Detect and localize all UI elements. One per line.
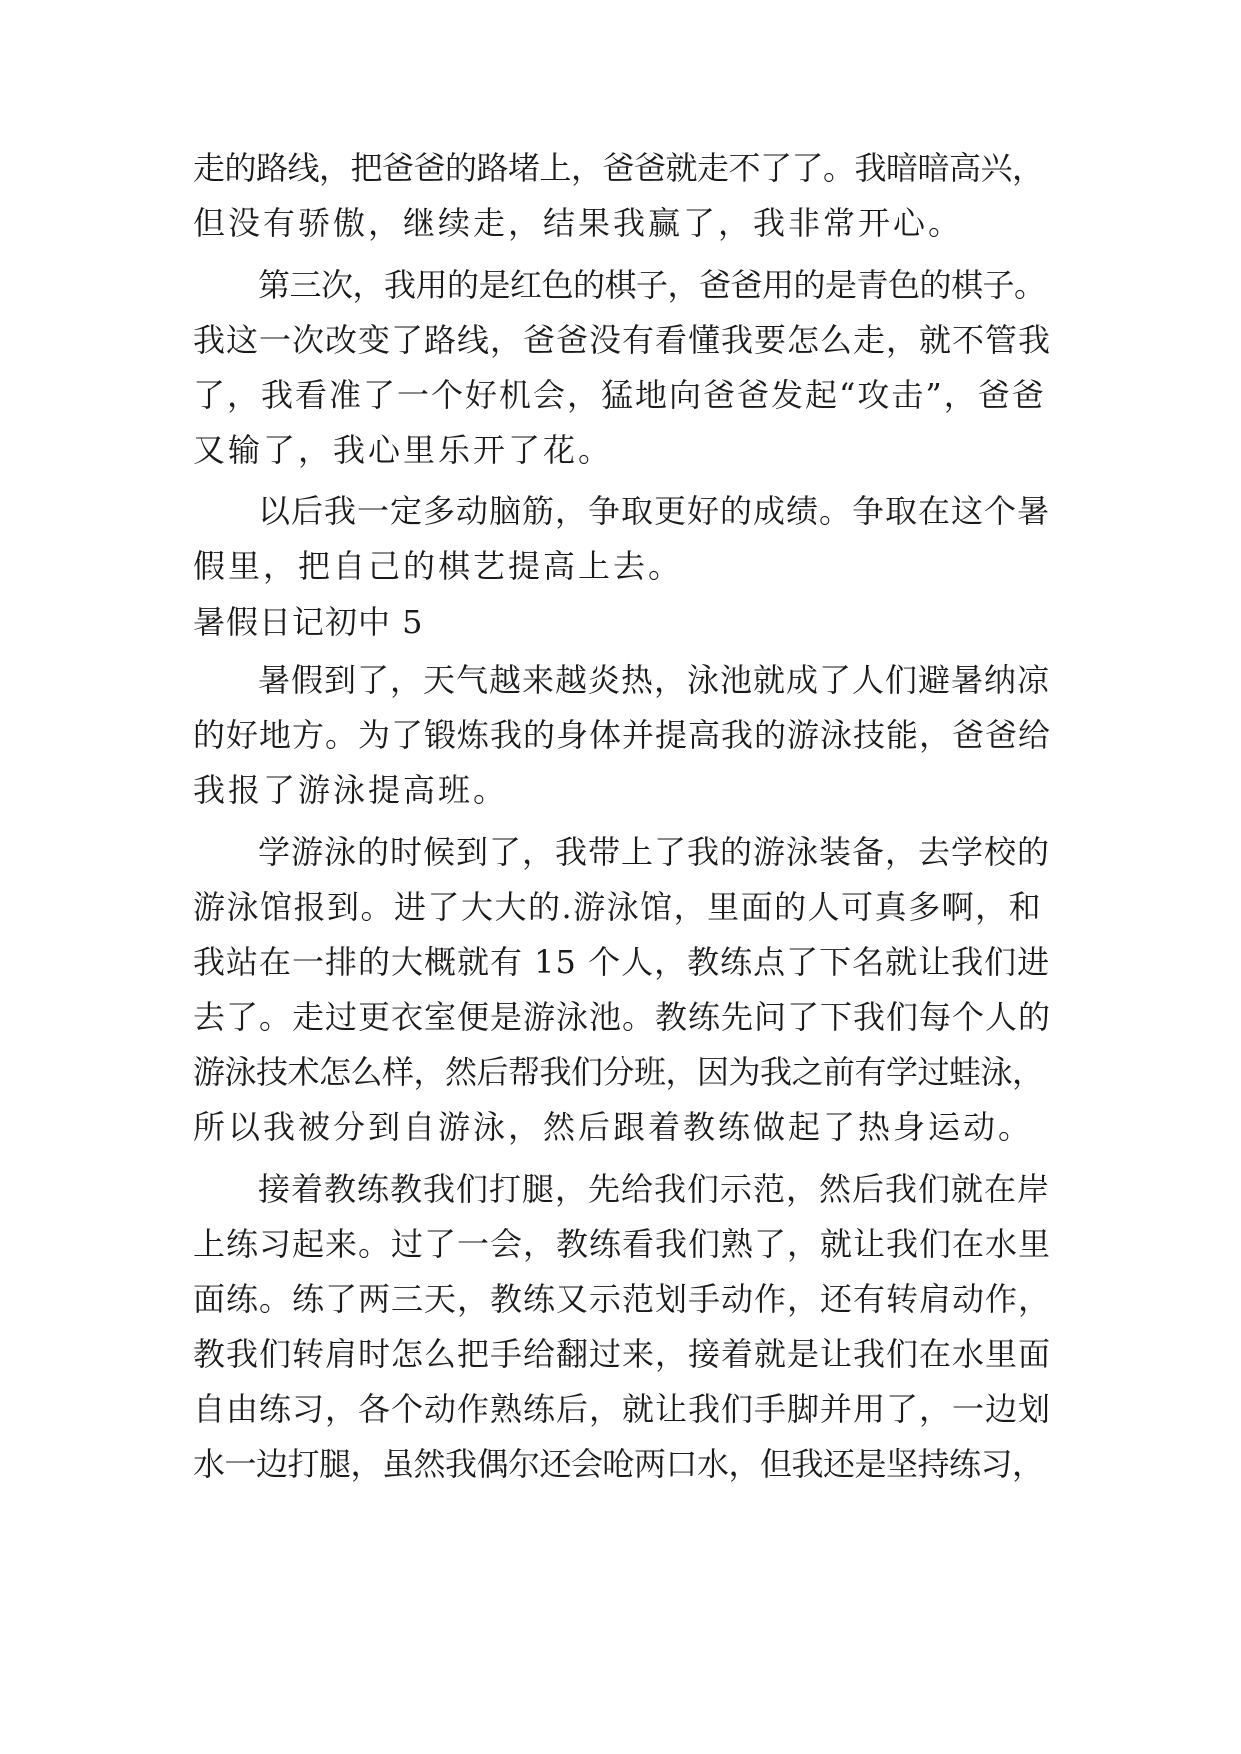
text-line: 游泳技术怎么样，然后帮我们分班，因为我之前有学过蛙泳， xyxy=(193,1053,1044,1091)
text-line: 我这一次改变了路线，爸爸没有看懂我要怎么走，就不管我 xyxy=(193,321,1052,359)
section-heading: 暑假日记初中 5 xyxy=(193,603,424,641)
text-line: 了，我看准了一个好机会，猛地向爸爸发起“攻击”，爸爸 xyxy=(193,376,1046,414)
text-line: 水一边打腿，虽然我偶尔还会呛两口水，但我还是坚持练习， xyxy=(193,1445,1044,1483)
text-line: 自由练习，各个动作熟练后，就让我们手脚并用了，一边划 xyxy=(193,1390,1052,1428)
text-line: 上练习起来。过了一会，教练看我们熟了，就让我们在水里 xyxy=(193,1225,1052,1263)
paragraph-first-line: 以后我一定多动脑筋，争取更好的成绩。争取在这个暑 xyxy=(258,492,1051,530)
paragraph-first-line: 暑假到了，天气越来越炎热，泳池就成了人们避暑纳凉 xyxy=(258,661,1051,699)
text-line: 去了。走过更衣室便是游泳池。教练先问了下我们每个人的 xyxy=(193,998,1052,1036)
paragraph-first-line: 学游泳的时候到了，我带上了我的游泳装备，去学校的 xyxy=(258,833,1051,871)
text-line: 走的路线，把爸爸的路堵上，爸爸就走不了了。我暗暗高兴， xyxy=(193,149,1044,187)
text-line: 又输了，我心里乐开了花。 xyxy=(193,431,614,469)
text-line: 我报了游泳提高班。 xyxy=(193,771,509,809)
text-line: 我站在一排的大概就有 15 个人，教练点了下名就让我们进 xyxy=(193,943,1051,981)
text-line: 但没有骄傲，继续走，结果我赢了，我非常开心。 xyxy=(193,204,964,242)
text-line: 所以我被分到自游泳，然后跟着教练做起了热身运动。 xyxy=(193,1108,1034,1146)
text-line: 的好地方。为了锻炼我的身体并提高我的游泳技能，爸爸给 xyxy=(193,716,1052,754)
text-line: 面练。练了两三天，教练又示范划手动作，还有转肩动作， xyxy=(193,1280,1052,1318)
text-line: 游泳馆报到。进了大大的.游泳馆，里面的人可真多啊，和 xyxy=(193,888,1043,926)
text-line: 假里，把自己的棋艺提高上去。 xyxy=(193,547,684,585)
paragraph-first-line: 接着教练教我们打腿，先给我们示范，然后我们就在岸 xyxy=(258,1170,1051,1208)
paragraph-first-line: 第三次，我用的是红色的棋子，爸爸用的是青色的棋子。 xyxy=(258,266,1046,304)
text-line: 教我们转肩时怎么把手给翻过来，接着就是让我们在水里面 xyxy=(193,1335,1052,1373)
